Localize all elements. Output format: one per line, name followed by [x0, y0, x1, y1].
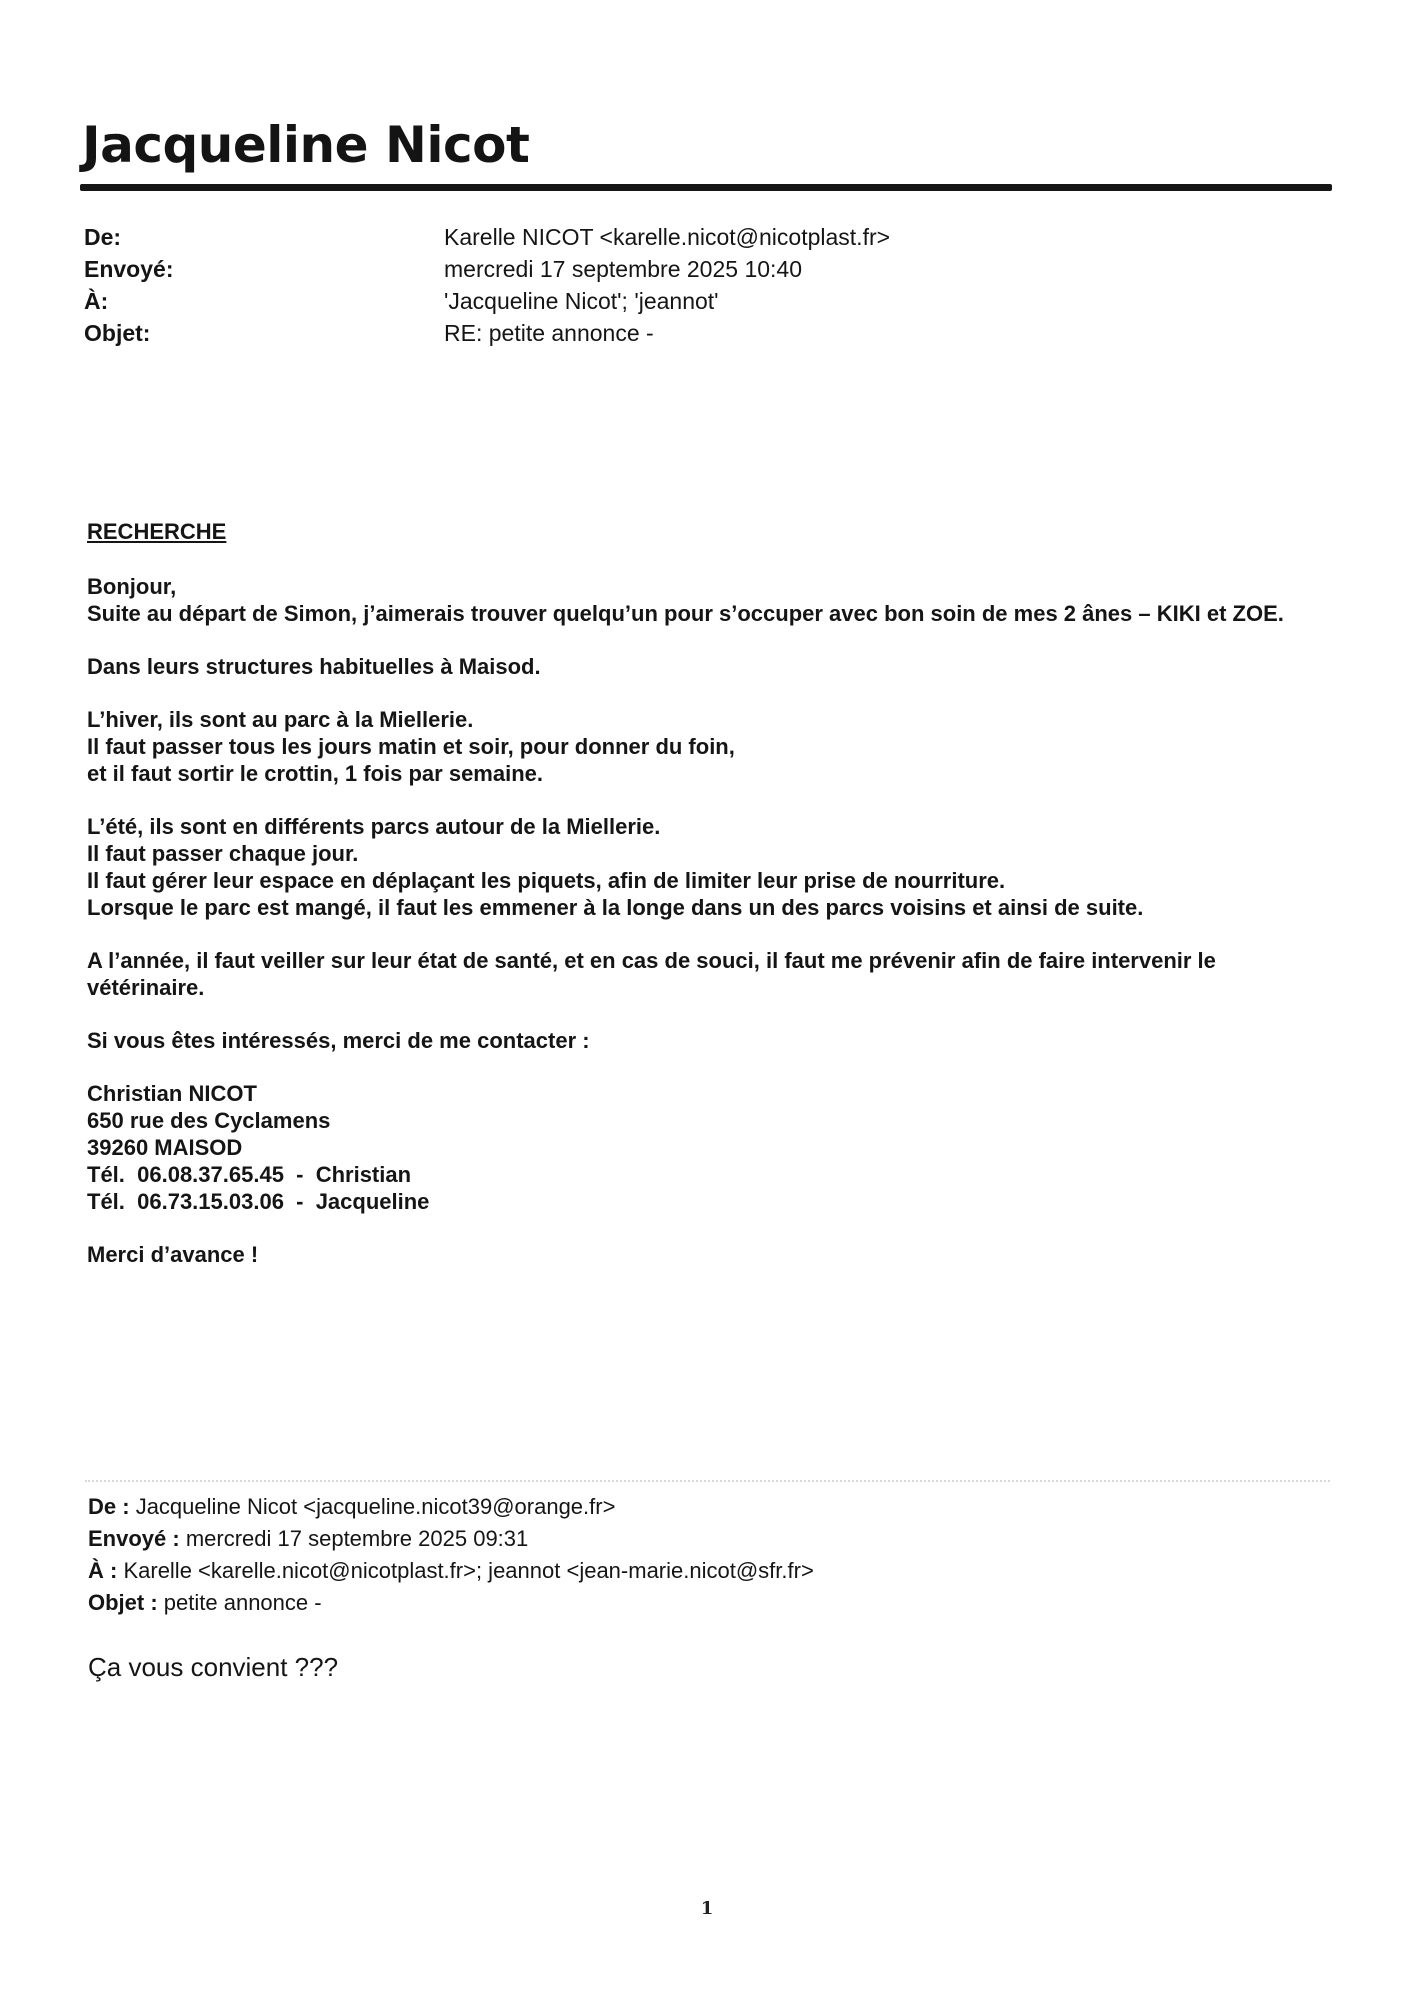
page-number: 1	[700, 1898, 714, 1919]
summer-line: Il faut gérer leur espace en déplaçant les piquets, afin de limiter leur prise de nourriture.	[87, 868, 1006, 893]
forwarded-from-label: De :	[88, 1494, 130, 1519]
forwarded-from-row	[88, 1491, 1338, 1523]
header-row-from	[84, 221, 1284, 253]
from-value: Karelle NICOT <karelle.nicot@nicotplast.fr>	[444, 224, 891, 250]
forwarded-to-label: À :	[88, 1558, 118, 1583]
winter-line: et il faut sortir le crottin, 1 fois par semaine.	[87, 761, 544, 786]
yearly-text: A l’année, il faut veiller sur leur état de santé, et en cas de souci, il faut me prévenir afin de faire intervenir le vétérinaire.	[87, 948, 1216, 1000]
signature-street: 650 rue des Cyclamens	[87, 1108, 331, 1133]
header-row-to	[84, 285, 1284, 317]
location-text: Dans leurs structures habituelles à Maisod.	[87, 654, 541, 679]
to-value: 'Jacqueline Nicot'; 'jeannot'	[444, 288, 719, 314]
summer-paragraph	[87, 813, 1337, 921]
greeting: Bonjour,	[87, 574, 177, 599]
signature-city: 39260 MAISOD	[87, 1135, 243, 1160]
email-header	[84, 221, 1284, 349]
winter-line: L’hiver, ils sont au parc à la Miellerie.	[87, 707, 474, 732]
summer-line: Lorsque le parc est mangé, il faut les emmener à la longe dans un des parcs voisins et ainsi de suite.	[87, 895, 1144, 920]
forwarded-subject-row	[88, 1587, 1338, 1619]
header-row-subject	[84, 317, 1284, 349]
forwarded-sent-row	[88, 1523, 1338, 1555]
subject-value: RE: petite annonce -	[444, 320, 654, 346]
forwarded-sent-value: mercredi 17 septembre 2025 09:31	[185, 1526, 529, 1551]
signature-phone: Tél. 06.73.15.03.06 - Jacqueline	[87, 1189, 430, 1214]
forward-separator	[85, 1480, 1330, 1482]
from-label: De:	[84, 224, 122, 250]
to-label: À:	[84, 288, 109, 314]
summer-line: L’été, ils sont en différents parcs autour de la Miellerie.	[87, 814, 661, 839]
signature-name: Christian NICOT	[87, 1081, 257, 1106]
closing-paragraph	[87, 1241, 1337, 1268]
forwarded-from-value: Jacqueline Nicot <jacqueline.nicot39@orange.fr>	[135, 1494, 616, 1519]
forwarded-message: Ça vous convient ???	[88, 1652, 339, 1682]
title-rule	[80, 184, 1332, 191]
contact-paragraph	[87, 1027, 1337, 1054]
intro-text: Suite au départ de Simon, j’aimerais trouver quelqu’un pour s’occuper avec bon soin de mes 2 ânes – KIKI et ZOE.	[87, 601, 1284, 626]
forwarded-to-value: Karelle <karelle.nicot@nicotplast.fr>; jeannot <jean-marie.nicot@sfr.fr>	[123, 1558, 814, 1583]
forwarded-subject-label: Objet :	[88, 1590, 158, 1615]
forwarded-sent-label: Envoyé :	[88, 1526, 180, 1551]
email-body	[87, 518, 1337, 1294]
intro-paragraph	[87, 573, 1337, 627]
yearly-paragraph	[87, 947, 1337, 1001]
location-paragraph	[87, 653, 1337, 680]
document-title: Jacqueline Nicot	[82, 116, 530, 174]
sent-value: mercredi 17 septembre 2025 10:40	[444, 256, 802, 282]
sent-label: Envoyé:	[84, 256, 174, 282]
contact-prompt: Si vous êtes intéressés, merci de me contacter :	[87, 1028, 590, 1053]
forwarded-to-row	[88, 1555, 1338, 1587]
winter-line: Il faut passer tous les jours matin et soir, pour donner du foin,	[87, 734, 735, 759]
signature-block	[87, 1080, 1337, 1215]
winter-paragraph	[87, 706, 1337, 787]
signature-phone: Tél. 06.08.37.65.45 - Christian	[87, 1162, 412, 1187]
forwarded-subject-value: petite annonce -	[163, 1590, 322, 1615]
subject-label: Objet:	[84, 320, 151, 346]
summer-line: Il faut passer chaque jour.	[87, 841, 359, 866]
forwarded-header	[88, 1491, 1338, 1619]
header-row-sent	[84, 253, 1284, 285]
closing-text: Merci d’avance !	[87, 1242, 259, 1267]
body-heading: RECHERCHE	[87, 519, 227, 544]
